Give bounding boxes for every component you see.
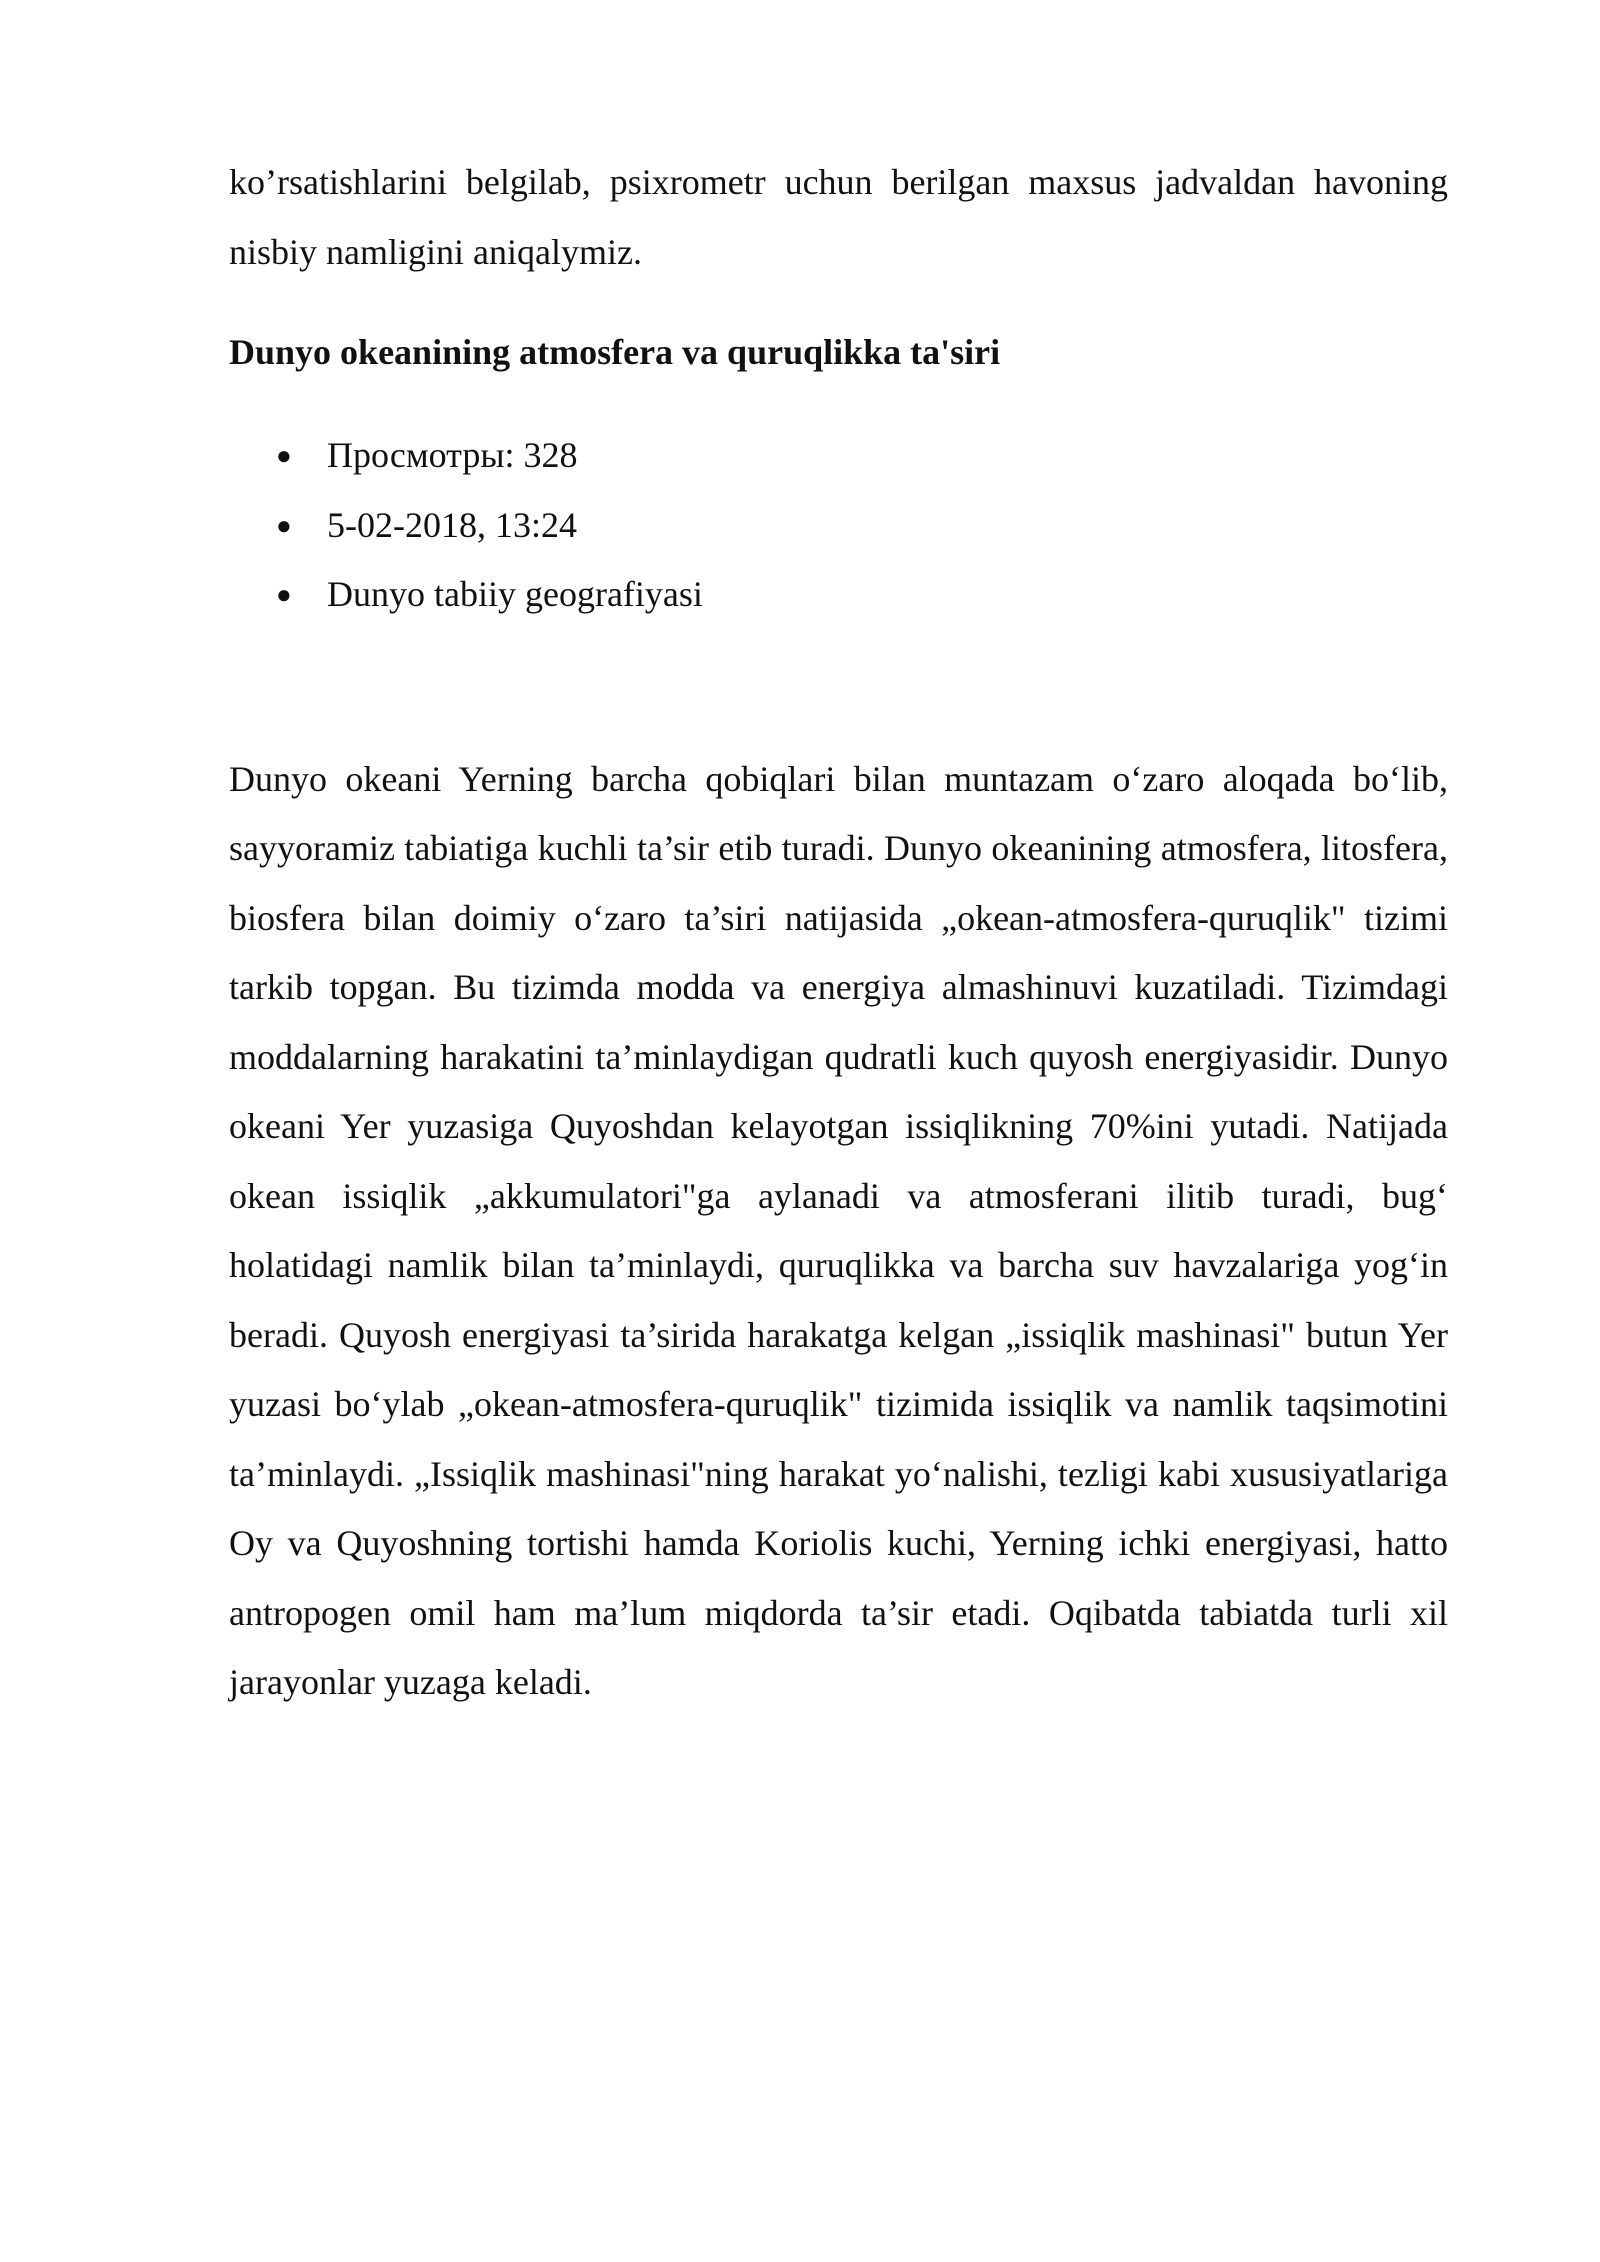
intro-paragraph: ko’rsatishlarini belgilab, psixrometr uchun berilgan maxsus jadvaldan havoning nisbiy namligini aniqalymiz.: [229, 162, 1448, 272]
bullet-icon: ●: [276, 580, 292, 609]
bullet-icon: ●: [276, 510, 292, 540]
views-count: [229, 421, 1448, 491]
bullet-icon: ●: [276, 441, 292, 470]
article-category-text: Dunyo tabiiy geografiyasi: [327, 574, 703, 614]
article-category: [229, 560, 1448, 630]
article-heading: Dunyo okeanining atmosfera va quruqlikka ta'siri: [229, 332, 1001, 372]
document-content: [229, 148, 1448, 1718]
body-paragraph: Dunyo okeani Yerning barcha qobiqlari bilan muntazam o‘zaro aloqada bo‘lib, sayyoramiz tabiatiga kuchli ta’sir etib turadi. Dunyo okeanining atmosfera, litosfera, biosfera bilan doimiy o‘zaro ta’siri natijasida „okean-atmosfera-quruqlik" tizimi tarkib topgan. Bu tizimda modda va energiya almashinuvi kuzatiladi. Tizimdagi moddalarning harakatini ta’minlaydigan qudratli kuch quyosh energiyasidir. Dunyo okeani Yer yuzasiga Quyoshdan kelayotgan issiqlikning 70%ini yutadi. Natijada okean issiqlik „akkumulatori"ga aylanadi va atmosferani ilitib turadi, bug‘ holatidagi namlik bilan ta’minlaydi, quruqlikka va barcha suv havzalariga yog‘in beradi. Quyosh energiyasi ta’sirida harakatga kelgan „issiqlik mashinasi" butun Yer yuzasi bo‘ylab „okean-atmosfera-quruqlik" tizimida issiqlik va namlik taqsimotini ta’minlaydi. „Issiqlik mashinasi"ning harakat yo‘nalishi, tezligi kabi xususiyatlariga Oy va Quyoshning tortishi hamda Koriolis kuchi, Yerning ichki energiyasi, hatto antropogen omil ham ma’lum miqdorda ta’sir etadi. Oqibatda tabiatda turli xil jarayonlar yuzaga keladi.: [229, 758, 1448, 1702]
article-meta-list: [229, 421, 1448, 630]
publish-date-text: 5-02-2018, 13:24: [327, 504, 577, 545]
views-count-text: Просмотры: 328: [327, 435, 578, 475]
publish-date: [229, 491, 1448, 561]
